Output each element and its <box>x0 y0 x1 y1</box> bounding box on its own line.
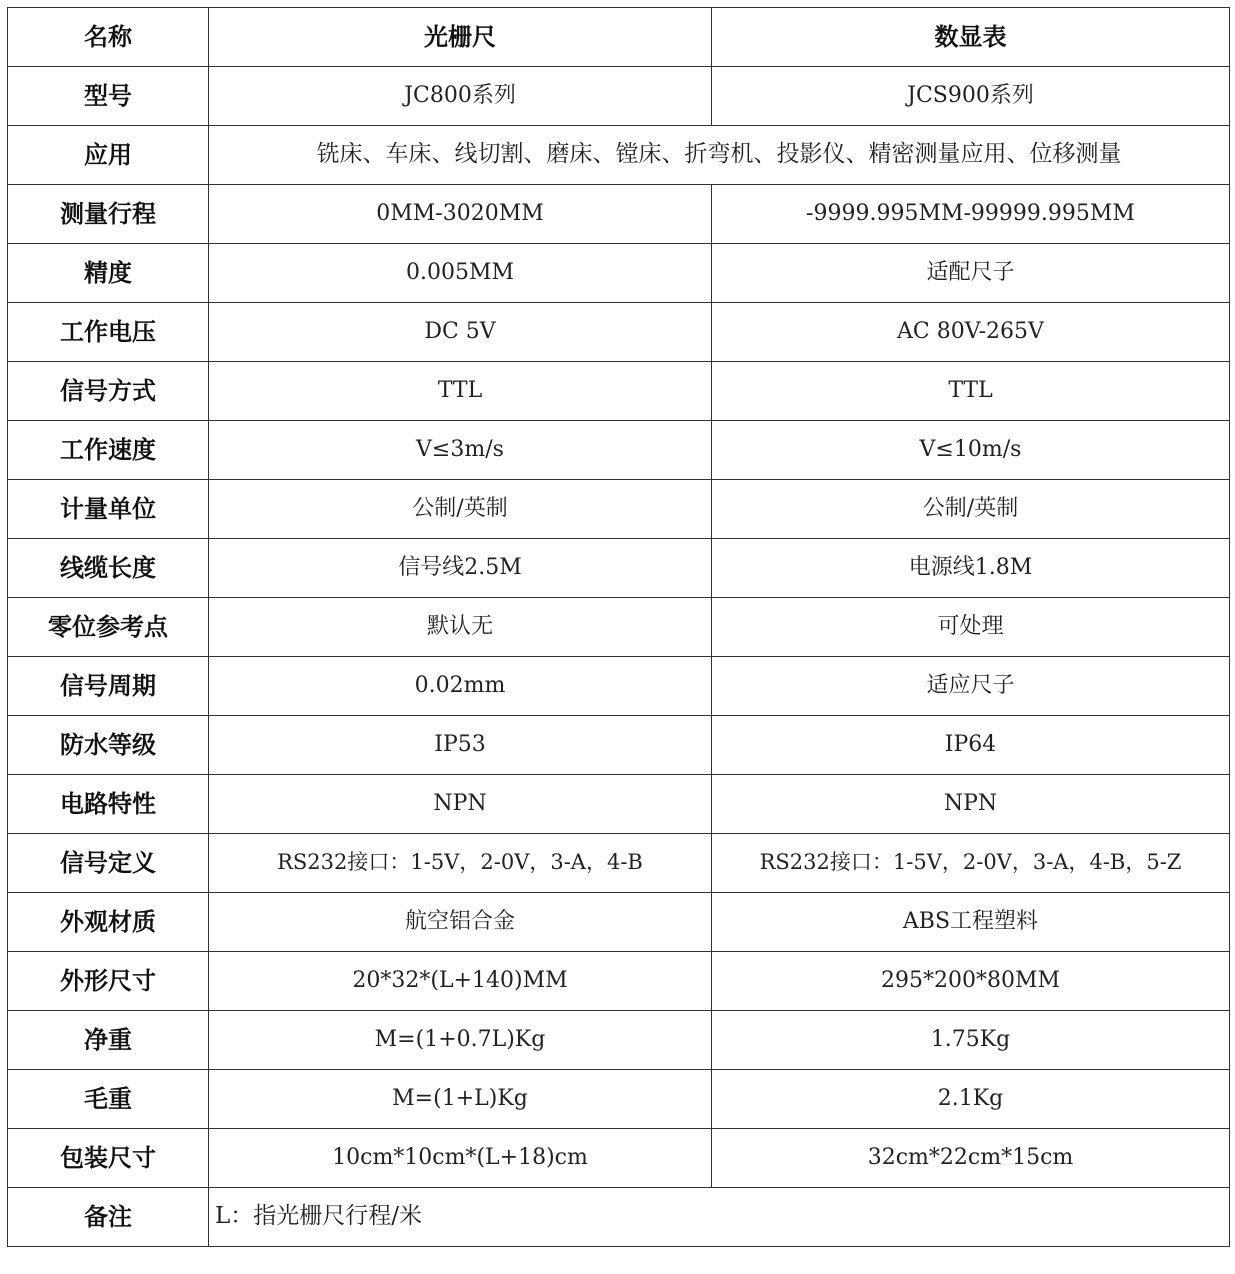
table-row-package <box>8 1129 1230 1188</box>
row-label: 外形尺寸 <box>8 952 209 1011</box>
table-row-signal-mode <box>8 362 1230 421</box>
row-label: 信号周期 <box>8 657 209 716</box>
table-row-net-weight <box>8 1011 1230 1070</box>
cell-col1: 20*32*(L+140)MM <box>209 952 712 1011</box>
cell-col1: DC 5V <box>209 303 712 362</box>
table-row-signal-def <box>8 834 1230 893</box>
table-row-application <box>8 126 1230 185</box>
cell-col2: RS232接口：1-5V，2-0V，3-A，4-B，5-Z <box>712 834 1230 893</box>
cell-col2: 32cm*22cm*15cm <box>712 1129 1230 1188</box>
cell-col2: AC 80V-265V <box>712 303 1230 362</box>
row-label: 工作速度 <box>8 421 209 480</box>
cell-col1: TTL <box>209 362 712 421</box>
row-label: 外观材质 <box>8 893 209 952</box>
table-row-model <box>8 67 1230 126</box>
cell-col1: 10cm*10cm*(L+18)cm <box>209 1129 712 1188</box>
row-label: 包装尺寸 <box>8 1129 209 1188</box>
table-row-circuit <box>8 775 1230 834</box>
header-name-cell: 名称 <box>8 8 209 67</box>
table-row-remark <box>8 1188 1230 1247</box>
table-row-zero-ref <box>8 598 1230 657</box>
row-label: 毛重 <box>8 1070 209 1129</box>
table-row-material <box>8 893 1230 952</box>
table-row-range <box>8 185 1230 244</box>
cell-col2: NPN <box>712 775 1230 834</box>
header-col2-cell: 数显表 <box>712 8 1230 67</box>
cell-col2: V≤10m/s <box>712 421 1230 480</box>
cell-col2: IP64 <box>712 716 1230 775</box>
row-label: 工作电压 <box>8 303 209 362</box>
row-label: 电路特性 <box>8 775 209 834</box>
row-label: 精度 <box>8 244 209 303</box>
cell-col2: -9999.995MM-99999.995MM <box>712 185 1230 244</box>
cell-col2: 295*200*80MM <box>712 952 1230 1011</box>
table-row-cable <box>8 539 1230 598</box>
cell-col2: TTL <box>712 362 1230 421</box>
cell-col2: 可处理 <box>712 598 1230 657</box>
cell-col1: M=(1+0.7L)Kg <box>209 1011 712 1070</box>
table-row-gross-weight <box>8 1070 1230 1129</box>
row-label: 零位参考点 <box>8 598 209 657</box>
header-col1-cell: 光栅尺 <box>209 8 712 67</box>
cell-col1: 0MM-3020MM <box>209 185 712 244</box>
row-label: 备注 <box>8 1188 209 1247</box>
cell-col2: 电源线1.8M <box>712 539 1230 598</box>
table-row-dimensions <box>8 952 1230 1011</box>
cell-col1: 航空铝合金 <box>209 893 712 952</box>
row-label: 信号方式 <box>8 362 209 421</box>
row-label: 净重 <box>8 1011 209 1070</box>
cell-col2: 公制/英制 <box>712 480 1230 539</box>
cell-col2: 1.75Kg <box>712 1011 1230 1070</box>
cell-col1: RS232接口：1-5V，2-0V，3-A，4-B <box>209 834 712 893</box>
cell-col2: ABS工程塑料 <box>712 893 1230 952</box>
spec-table <box>7 7 1230 1247</box>
cell-col2: 适应尺子 <box>712 657 1230 716</box>
row-label: 信号定义 <box>8 834 209 893</box>
row-label: 应用 <box>8 126 209 185</box>
row-label: 计量单位 <box>8 480 209 539</box>
table-row-precision <box>8 244 1230 303</box>
table-row-voltage <box>8 303 1230 362</box>
table-row-unit <box>8 480 1230 539</box>
cell-col1: IP53 <box>209 716 712 775</box>
header-row <box>8 8 1230 67</box>
cell-col2: 2.1Kg <box>712 1070 1230 1129</box>
cell-col1: 0.005MM <box>209 244 712 303</box>
cell-col1: 0.02mm <box>209 657 712 716</box>
table-row-speed <box>8 421 1230 480</box>
row-label: 型号 <box>8 67 209 126</box>
cell-merged: 铣床、车床、线切割、磨床、镗床、折弯机、投影仪、精密测量应用、位移测量 <box>209 126 1230 185</box>
cell-merged: L：指光栅尺行程/米 <box>209 1188 1230 1247</box>
cell-col1: 公制/英制 <box>209 480 712 539</box>
cell-col1: NPN <box>209 775 712 834</box>
cell-col1: JC800系列 <box>209 67 712 126</box>
cell-col1: 信号线2.5M <box>209 539 712 598</box>
cell-col2: JCS900系列 <box>712 67 1230 126</box>
cell-col2: 适配尺子 <box>712 244 1230 303</box>
row-label: 线缆长度 <box>8 539 209 598</box>
cell-col1: V≤3m/s <box>209 421 712 480</box>
cell-col1: 默认无 <box>209 598 712 657</box>
row-label: 测量行程 <box>8 185 209 244</box>
cell-col1: M=(1+L)Kg <box>209 1070 712 1129</box>
table-row-signal-period <box>8 657 1230 716</box>
table-row-waterproof <box>8 716 1230 775</box>
row-label: 防水等级 <box>8 716 209 775</box>
